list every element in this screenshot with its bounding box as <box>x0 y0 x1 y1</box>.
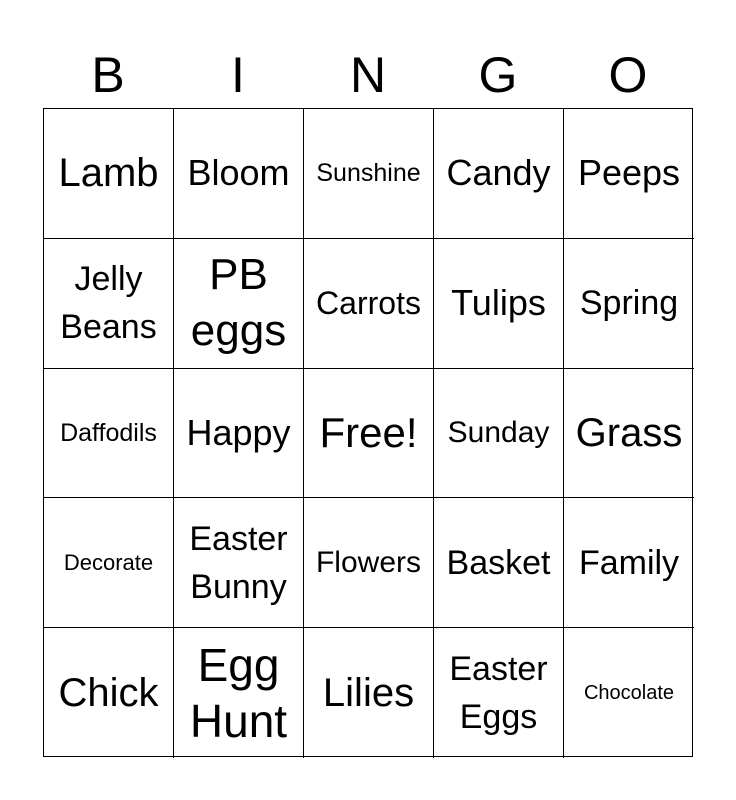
bingo-cell[interactable] <box>174 628 304 758</box>
cell-label: Grass <box>575 410 683 455</box>
cell-label: Spring <box>579 284 679 323</box>
header-letter-b: B <box>91 47 125 103</box>
cell-label: Egg Hunt <box>189 639 288 748</box>
cell-label: Sunday <box>447 415 550 449</box>
bingo-cell[interactable] <box>564 498 694 628</box>
bingo-cell[interactable] <box>174 498 304 628</box>
bingo-cell[interactable] <box>44 239 174 369</box>
header-letter-n: N <box>349 47 387 103</box>
cell-label: Family <box>578 543 680 582</box>
bingo-cell[interactable] <box>304 239 434 369</box>
cell-label: Easter Eggs <box>449 650 548 737</box>
cell-label: Easter Bunny <box>189 519 288 606</box>
bingo-board <box>43 108 693 757</box>
cell-label: PB eggs <box>190 250 287 356</box>
bingo-cell[interactable] <box>44 369 174 499</box>
cell-label: Carrots <box>316 285 421 322</box>
cell-label: Chick <box>58 671 159 716</box>
bingo-cell[interactable] <box>434 109 564 239</box>
bingo-cell[interactable] <box>44 498 174 628</box>
cell-label: Happy <box>186 411 291 453</box>
cell-label: Bloom <box>187 152 290 194</box>
bingo-cell[interactable] <box>434 498 564 628</box>
bingo-header <box>43 42 693 108</box>
bingo-cell[interactable] <box>564 628 694 758</box>
bingo-cell[interactable] <box>304 628 434 758</box>
bingo-cell[interactable] <box>304 109 434 239</box>
bingo-cell[interactable] <box>564 239 694 369</box>
cell-label: Basket <box>446 543 551 582</box>
bingo-cell[interactable] <box>174 109 304 239</box>
cell-label: Lilies <box>322 671 415 716</box>
free-space-cell[interactable] <box>304 369 434 499</box>
header-letter-g: G <box>478 47 518 103</box>
bingo-cell[interactable] <box>434 628 564 758</box>
bingo-cell[interactable] <box>434 239 564 369</box>
cell-label: Free! <box>319 408 418 456</box>
bingo-cell[interactable] <box>44 109 174 239</box>
cell-label: Tulips <box>451 282 546 324</box>
bingo-cell[interactable] <box>174 369 304 499</box>
cell-label: Peeps <box>577 152 681 194</box>
cell-label: Daffodils <box>60 418 157 447</box>
bingo-cell[interactable] <box>564 369 694 499</box>
bingo-cell[interactable] <box>304 498 434 628</box>
bingo-cell[interactable] <box>434 369 564 499</box>
cell-label: Flowers <box>315 545 421 579</box>
header-letter-o: O <box>608 47 648 103</box>
cell-label: Decorate <box>63 549 154 575</box>
cell-label: Sunshine <box>316 159 421 188</box>
bingo-cell[interactable] <box>44 628 174 758</box>
cell-label: Candy <box>446 152 551 194</box>
cell-label: Lamb <box>58 151 159 196</box>
header-letter-i: I <box>231 47 245 103</box>
cell-label: Jelly Beans <box>60 260 157 347</box>
bingo-cell[interactable] <box>174 239 304 369</box>
bingo-cell[interactable] <box>564 109 694 239</box>
cell-label: Chocolate <box>583 682 675 705</box>
